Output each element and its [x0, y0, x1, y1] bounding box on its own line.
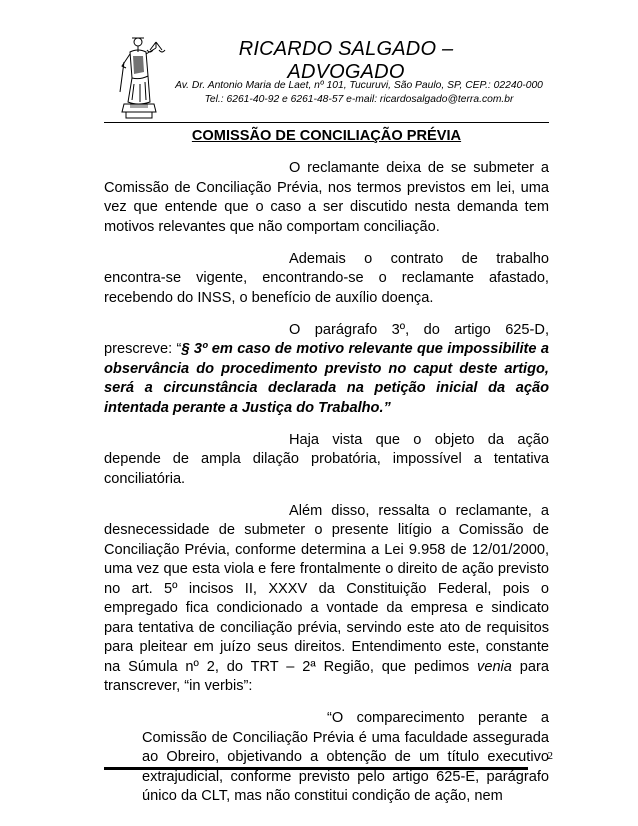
- document-body: [104, 159, 549, 807]
- paragraph-4: Haja vista que o objeto da ação depende de ampla dilação probatória, impossível a tentativa conciliatória.: [104, 431, 549, 487]
- paragraph-3: [104, 321, 549, 419]
- paragraph-5: [104, 502, 549, 697]
- paragraph-3-intro: O parágrafo 3º, do artigo 625-D, prescreve: “: [104, 321, 549, 357]
- footer-divider: [104, 767, 528, 770]
- paragraph-2: Ademais o contrato de trabalho encontra-se vigente, encontrando-se o reclamante afastado, recebendo do INSS, o benefício de auxílio doença.: [104, 250, 549, 306]
- section-title: COMISSÃO DE CONCILIAÇÃO PRÉVIA: [191, 128, 462, 144]
- office-address: Av. Dr. Antonio Maria de Laet, nº 101, Tucuruvi, São Paulo, SP, CEP.: 02240-000: [175, 80, 543, 91]
- page-number: 2: [547, 750, 553, 762]
- lawyer-name: RICARDO SALGADO – ADVOGADO: [238, 38, 454, 83]
- paragraph-5-text: Além disso, ressalta o reclamante, a desnecessidade de submeter o presente litígio a Comissão de Conciliação Prévia, conforme determina a Lei 9.958 de 12/01/2000, uma vez que esta viola e fere frontalmente o direito de ação previsto no art. 5º incisos II, XXXV da Constituição Federal, pois o empregado fica condicionado a vontade da empresa e sindicato para tentativa de conciliação prévia, servindo este ato de requisitos para pleitear em juízo seus direitos. Entendimento este, constante na Súmula nº 2, do TRT – 2ª Região, que pedimos: [104, 502, 549, 675]
- sumula-quote: “O comparecimento perante a Comissão de Conciliação Prévia é uma faculdade assegurada ao Obreiro, objetivando a obtenção de um título executivo extrajudicial, conforme previsto pelo artigo 625-E, parágrafo único da CLT, mas não constitui condição de ação, nem: [142, 710, 549, 804]
- venia-term: venia: [477, 658, 512, 675]
- justice-statue-icon: [110, 32, 170, 122]
- legal-quote: § 3º em caso de motivo relevante que impossibilite a observância do procedimento previsto no caput deste artigo, será a circunstância declarada na petição inicial da ação intentada perante a Justiça do Trabalho.”: [104, 341, 550, 416]
- header-divider: [104, 122, 549, 123]
- office-contact: Tel.: 6261-40-92 e 6261-48-57 e-mail: ricardosalgado@terra.com.br: [204, 94, 514, 105]
- paragraph-1: O reclamante deixa de se submeter a Comissão de Conciliação Prévia, nos termos previstos em lei, uma vez que entende que o caso a ser discutido nesta demanda tem motivos relevantes que não comportam conciliação.: [104, 160, 549, 235]
- paragraph-5-end: para transcrever, “in verbis”:: [104, 658, 549, 694]
